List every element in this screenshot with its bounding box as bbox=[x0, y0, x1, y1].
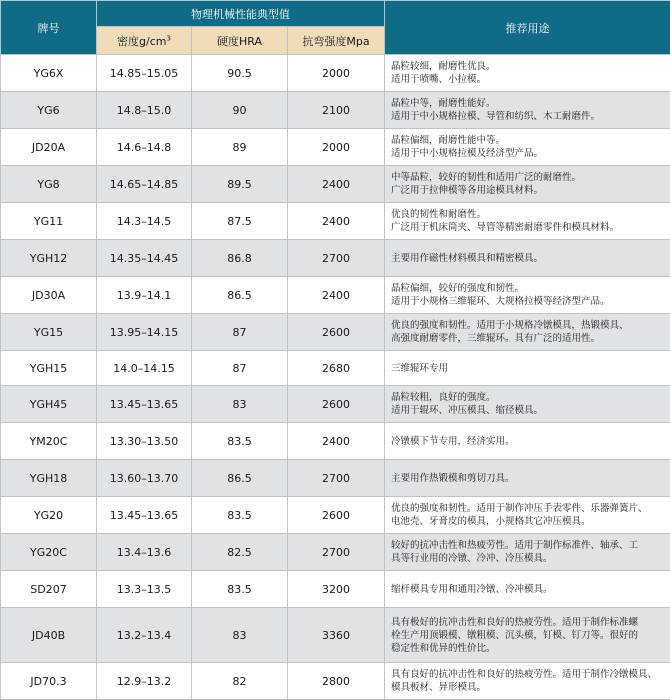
header-use: 推荐用途 bbox=[385, 1, 670, 55]
cell-hardness: 90 bbox=[192, 92, 288, 129]
cell-grade: YG8 bbox=[1, 166, 97, 203]
cell-hardness: 87 bbox=[192, 314, 288, 351]
table-row bbox=[1, 166, 670, 203]
cell-strength: 2700 bbox=[288, 534, 385, 571]
cell-density: 13.3–13.5 bbox=[97, 571, 192, 608]
cell-strength: 2000 bbox=[288, 55, 385, 92]
cell-density: 13.9–14.1 bbox=[97, 277, 192, 314]
cell-density: 13.45–13.65 bbox=[97, 386, 192, 423]
table-row bbox=[1, 203, 670, 240]
cell-density: 14.0–14.15 bbox=[97, 351, 192, 386]
cell-hardness: 83.5 bbox=[192, 571, 288, 608]
cell-density: 13.30–13.50 bbox=[97, 423, 192, 460]
cell-hardness: 86.5 bbox=[192, 277, 288, 314]
cell-use: 缩杆模具专用和通用冷镦、冷冲模具。 bbox=[385, 571, 670, 608]
cell-hardness: 89.5 bbox=[192, 166, 288, 203]
table-row bbox=[1, 423, 670, 460]
cell-grade: YGH12 bbox=[1, 240, 97, 277]
cell-grade: YG20 bbox=[1, 497, 97, 534]
header-strength: 抗弯强度Mpa bbox=[288, 27, 385, 55]
header-density: 密度$g/cm^3$ bbox=[97, 27, 192, 55]
header-hardness: 硬度HRA bbox=[192, 27, 288, 55]
cell-grade: JD30A bbox=[1, 277, 97, 314]
cell-density: 13.4–13.6 bbox=[97, 534, 192, 571]
cell-strength: 2400 bbox=[288, 166, 385, 203]
cell-density: 14.35–14.45 bbox=[97, 240, 192, 277]
table-row bbox=[1, 460, 670, 497]
cell-hardness: 86.5 bbox=[192, 460, 288, 497]
header-grade: 牌号 bbox=[1, 1, 97, 55]
cell-grade: YGH45 bbox=[1, 386, 97, 423]
table-row bbox=[1, 534, 670, 571]
cell-strength: 3200 bbox=[288, 571, 385, 608]
table-row bbox=[1, 386, 670, 423]
cell-hardness: 86.8 bbox=[192, 240, 288, 277]
cell-use: 主要用作磁性材料模具和精密模具。 bbox=[385, 240, 670, 277]
cell-strength: 2680 bbox=[288, 351, 385, 386]
cell-use: 具有极好的抗冲击性和良好的热疲劳性。适用于制作标准螺 栓生产用顶锻模、镦粗模、沉头模，钉模、钉刀等。很好的 稳定性和优异的性价比。 bbox=[385, 608, 670, 663]
cell-grade: YGH18 bbox=[1, 460, 97, 497]
cell-use: 优良的强度和韧性。适用于小规格冷镦模具，热锻模具、 高强度耐磨零件，三维辊环。具有广泛的适用性。 bbox=[385, 314, 670, 351]
cell-strength: 2800 bbox=[288, 663, 385, 700]
table-row bbox=[1, 571, 670, 608]
cell-hardness: 83.5 bbox=[192, 497, 288, 534]
table-row bbox=[1, 314, 670, 351]
cell-density: 13.2–13.4 bbox=[97, 608, 192, 663]
cell-hardness: 82.5 bbox=[192, 534, 288, 571]
cell-use: 三维辊环专用 bbox=[385, 351, 670, 386]
cell-grade: JD20A bbox=[1, 129, 97, 166]
table-row bbox=[1, 663, 670, 700]
table-row bbox=[1, 240, 670, 277]
cell-use: 晶粒偏细，耐磨性能中等。 适用于中小规格拉模及经济型产品。 bbox=[385, 129, 670, 166]
cell-grade: JD40B bbox=[1, 608, 97, 663]
cell-use: 较好的抗冲击性和热疲劳性。适用于制作标准件、轴承、工 具等行业用的冷镦、冷冲、冷压模具。 bbox=[385, 534, 670, 571]
cell-strength: 2000 bbox=[288, 129, 385, 166]
cell-density: 13.45–13.65 bbox=[97, 497, 192, 534]
cell-grade: JD70.3 bbox=[1, 663, 97, 700]
cell-grade: YG6X bbox=[1, 55, 97, 92]
cell-use: 具有良好的抗冲击性和良好的热疲劳性。适用于制作冷镦模具、模具板材、异形模具。 bbox=[385, 663, 670, 700]
cell-use: 晶粒偏细，较好的强度和韧性。 适用于小规格三维辊环、大规格拉模等经济型产品。 bbox=[385, 277, 670, 314]
cell-use: 主要用作热锻模和剪切刀具。 bbox=[385, 460, 670, 497]
cell-strength: 2100 bbox=[288, 92, 385, 129]
cell-density: 12.9–13.2 bbox=[97, 663, 192, 700]
cell-hardness: 82 bbox=[192, 663, 288, 700]
cell-density: 14.6–14.8 bbox=[97, 129, 192, 166]
table-row bbox=[1, 92, 670, 129]
cell-use: 晶粒较粗，良好的强度。 适用于辊环、冲压模具、缩径模具。 bbox=[385, 386, 670, 423]
cell-hardness: 87.5 bbox=[192, 203, 288, 240]
cell-density: 14.3–14.5 bbox=[97, 203, 192, 240]
header-properties: 物理机械性能典型值 bbox=[97, 1, 385, 27]
cell-strength: 3360 bbox=[288, 608, 385, 663]
cell-use: 晶粒中等，耐磨性能好。 适用于中小规格拉模、导管和纺织、木工耐磨件。 bbox=[385, 92, 670, 129]
cell-grade: YG6 bbox=[1, 92, 97, 129]
cell-density: 13.60–13.70 bbox=[97, 460, 192, 497]
cell-grade: YG11 bbox=[1, 203, 97, 240]
cell-grade: YM20C bbox=[1, 423, 97, 460]
cell-grade: SD207 bbox=[1, 571, 97, 608]
cell-hardness: 87 bbox=[192, 351, 288, 386]
cell-strength: 2700 bbox=[288, 240, 385, 277]
table-row bbox=[1, 129, 670, 166]
table-row bbox=[1, 55, 670, 92]
cell-grade: YG15 bbox=[1, 314, 97, 351]
cell-hardness: 83 bbox=[192, 608, 288, 663]
table-row bbox=[1, 277, 670, 314]
cell-hardness: 89 bbox=[192, 129, 288, 166]
cell-use: 冷镦模下节专用，经济实用。 bbox=[385, 423, 670, 460]
cell-density: 14.8–15.0 bbox=[97, 92, 192, 129]
cell-density: 14.85–15.05 bbox=[97, 55, 192, 92]
cell-strength: 2600 bbox=[288, 497, 385, 534]
table-row bbox=[1, 351, 670, 386]
cell-grade: YGH15 bbox=[1, 351, 97, 386]
cell-strength: 2600 bbox=[288, 386, 385, 423]
table-row bbox=[1, 608, 670, 663]
cell-use: 中等晶粒，较好的韧性和适用广泛的耐磨性。 广泛用于拉伸模等各用途模具材料。 bbox=[385, 166, 670, 203]
cell-strength: 2600 bbox=[288, 314, 385, 351]
cell-density: 13.95–14.15 bbox=[97, 314, 192, 351]
table-row bbox=[1, 497, 670, 534]
cell-density: 14.65–14.85 bbox=[97, 166, 192, 203]
cell-use: 优良的强度和韧性。适用于制作冲压手表零件、乐器弹簧片、 电池壳、牙膏皮的模具，小规格其它冲压模具。 bbox=[385, 497, 670, 534]
cell-strength: 2700 bbox=[288, 460, 385, 497]
cell-use: 优良的韧性和耐磨性。 广泛用于机床筒夹、导管等精密耐磨零件和模具材料。 bbox=[385, 203, 670, 240]
cell-strength: 2400 bbox=[288, 203, 385, 240]
cell-strength: 2400 bbox=[288, 277, 385, 314]
cell-hardness: 83.5 bbox=[192, 423, 288, 460]
cell-use: 晶粒较细，耐磨性优良。 适用于喷嘴、小拉模。 bbox=[385, 55, 670, 92]
cell-hardness: 83 bbox=[192, 386, 288, 423]
cell-strength: 2400 bbox=[288, 423, 385, 460]
cell-hardness: 90.5 bbox=[192, 55, 288, 92]
cell-grade: YG20C bbox=[1, 534, 97, 571]
